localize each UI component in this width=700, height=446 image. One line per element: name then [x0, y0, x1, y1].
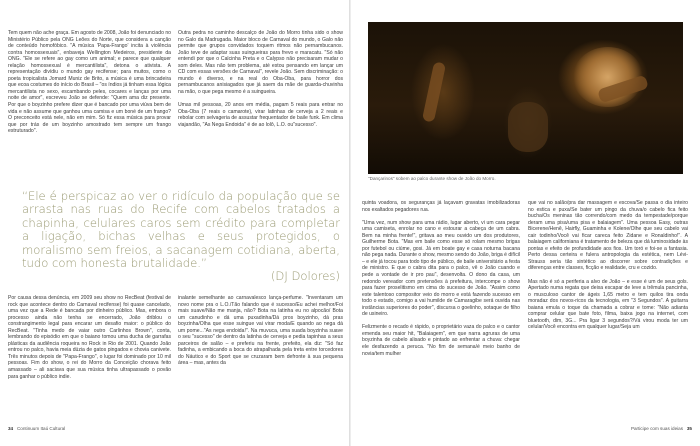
right-column-2: que vai no salão/pra dar massagem e escova/Se passa o dia inteiro no estica e puxa/Se bater um pingo da chuva/o cabelo fica feito bucha/Os meninas tão correndo/com medo da tempestade/porque deram uma pisa/uma pisa e balaiagem". Uma pessoa Easy, outras Bicerene/Henê, Hairfly, Guaminha e Kolene/Olhe que seu cabelo vai cair todinho/Você vai ficar careca feito Zidane e Ronaldinho!". A balaiagem californiana é tratamento de beleza que dá luminosidade às pontas e efeito de profundidade aos fios. Um toró e foi-se a fantasia. Perto dessa certeira e fulera antropologia da estética, nem Lévi-Strauss seria tão sintético ao discorrer sobre contradições e diferenças entre classes, ficção e realidade, cru e cozido. Mas não é só a periferia a alvo de João – e esse é um de seus gols. Apertado numa regata que deixa escapar de leve a trêmula pancinha, o musculoso cantor de ágeis 1,65 metro e tem quilos tira onda moradaz dos novos-ricos da tecnologia, em "3 Segundos". A guitarra baiana emula o toque da chamada a cobrar e tome: "Não adianta comprar celular que bate foto, filma, baixa jogo na internet, com bluetooth, dim, 3G... Pra ligar 3 segundos?/Vá virou moda ter um celular/Você encontra em qualquer lugar/Seja um: [528, 200, 688, 331]
spine-gutter: [349, 0, 351, 446]
left-footer: [8, 426, 65, 431]
photo-caption: "Dançarinos" sobem ao palco durante show de João do Morro.: [368, 176, 496, 181]
right-page-number: 35: [686, 426, 692, 431]
left-section-title: Continuum Itaú Cultural: [16, 426, 66, 431]
left-column-1-top: Tem quem não ache graça. Em agosto de 2008, João foi denunciado no Ministério Público pela ONG Leões do Norte, que considera a canção de conteúdo homofóbico. "A música 'Papa-Frango' incita à violência contra homossexuais", enbaveja Wellington Medeiros, presidente da ONG. "Ele se refere ao gay como um animal; e parece que qualquer relação homossexual é mercantilista", detona o ativista. A representação divídiu o mundo gay recifense; para muitos, como o poeta tropicalista Jomard Muniz de Brito, a música é uma brincadeira que ecoa costumes do início do Brasil – "os índios já tinham essa lógica mercantilista no sexo, escambando peles, cocares e lanças por uma noite de amor", escreveu João se defende: "Quem ama diz presente. Por que o boyzinho prefere dizer que é bancado por uma viúva bem de vida e não assume que ganhou uma camisa e um boné de um frango? O preconceito está nele, não em mim. Só fiz essa música para provar que por trás de um boyzinho amostrado tem sempre um frango estruturado".: [8, 30, 171, 135]
pull-quote-attribution: (DJ Dolores): [270, 269, 340, 284]
left-column-1-bottom: Por causa dessa denúncia, em 2009 seu show no RecBeat (festival de rock que acontece dentro do Carnaval recifense) foi quase cancelado, uma vez que a Rede é bancada por dinheiro público. Mas, embora o processo ainda não tenha se encerrado, João driblou o constrangimento legal para encarar um desafio maior: o público do RecBeat. "Tinha medo de vaiar outro Carlinhos Brown", conta, lembrando do episódio em que o baiano tomou uma ducha de garrafas plásticas da audiência roqueira no Rock in Rio de 2001. Quando João entrou no palco, havia meia dúzia de gatos pingados e chovia canivete. Três minutos depois de "Papa-Frango", o lugar foi dominado por 10 mil pessoas. Fim do show, o rei do Morro da Conceição chorava feito amassado – ali saciava que sua música tinha ultrapassado o povão para ganhar o público indie.: [8, 295, 171, 380]
left-page-number: 34: [8, 426, 14, 431]
pull-quote-text: “Ele é perspicaz ao ver o ridículo da população que se arrasta nas ruas do Recife com cabelos tratados a chapinha, celulares caros sem crédito para completar a ligação, bichas velhas e seus protegidos, o moralismo sem freios, a sacanagem cotidiana, aberta, tudo com honesta brutalidade.”: [22, 189, 340, 271]
right-column-1: quinta voadora, os seguranças já laçavam gravatas imobilizadoras nos exaltados pegadores rua. "Uma vez, num show para uma rádio, lugar aberto, vi um cara pegar uma camiseta, enrolar no cano e estourar a cabeça de um cabra. Bem na minha frente!", gritava ao meu ouvido um dos produtores, Guilherme Bota. "Mas em baile como esse só rolam mesmo brigas por futebol ou ciúme, gosi. Já em boate gay e casa noturna bacana não pega nada. Durante o show, mesmo sendo do João, briga é difícil – e ele já tocou para todo tipo de público, de baile universitário a festa de ministro. E que o cabra dita para o palco, vê o João cuando e pede a vontade de ir pro pau", desenvolta. O dono da casa, um redondo vereador com pretensões à prefeitura, intercompe o show para fazer proselitismo em cima do sucesso de João. "Assim como este talentoso compositor veio do morro e está fazendo sucesso em todo o estado, comigo a vai humilde de Camaragibe será ouvida nas instâncias superiores do poder", discursa o goelinho, sotaque de filho de usineiro. Felizmente o recado é rápido, o proprietário vaza do palco e o cantor emenda seu maior hit, "Balaiagem", em que narra agruras de uma boyzinha de cabelo alisado e pintado ao enfrentar a chuva: chegar ele desfazendo a peruca. "No fim de semana/é meio banho de novia/tem mulher: [362, 200, 520, 357]
dancer-figure-center: [508, 102, 548, 152]
concert-photo: [368, 22, 683, 174]
pull-quote: [22, 190, 340, 284]
left-column-2-top: Outra pedra no caminho descalço de João do Morro tinha sido o show no Galo da Madrugada. Maior bloco de Carnaval do mundo, o Galo não permite que grupos convidados toquem ritmos não pernambucanos. João teve de adaptar suas suingueiras para frevo e maracatu. "Só não entendi por que o Calcinha Preta e o Calypso não precisaram mudar o som deles. Mas não tem problema, até estou pensando em lançar um CD com essas versões de Carnaval", revele João. Sem discriminação: o mundo é diverso, e na real do Oba-Oba, para horror dos pernambucanos anisiagados que já saem da mãe de guarda-chuvinha na mão, o que pega mesmo é a suingueira. Umas mil pessoas, 20 anos em média, pagam 5 reais para entrar no Oba-Oba (7 reais o camarote), virar latinhas de cerveja a 2 reais e rebolar com selvageria de assustar frequentador de baile funk. Em clima viajandão, "As Nega Endoida" é de ao lolô, L.O. ou"sucesso".: [178, 30, 343, 128]
right-footer: [631, 426, 692, 431]
dancer-figure: [422, 61, 446, 122]
right-section-title: Participe com suas ideias: [630, 426, 684, 431]
left-column-2-bottom: inalante semelhante ao carnavalesco lança-perfume. "Inventaram um novo nome pra o L.O./Tão falando que é sucesso/Eu achei melhor/Foi mais suave/Não me manja, não? Bota na latinha eu no alpocão/ Bota um canudinho e dá uma puxadinha/Dá pros boyzinho, dá pras boyzinha/Olha que esse suingue vai virar moda/E quando ao nega dá um pome..."As nega endoida!". Na muvuca, uma suada boyzinha suave o seu "sucesso" de dentro da latinha de cerveja e pedia tapinhas a seus parceiros de salão – e preferiu na frente, prefeito, ela diz: "Só faz fadinha, a embicando a boca do atrapalhada pela treta entre torcedores do Náutico e do Sport que se cruzaram bem defronte à sua pequena área – mas, antes da: [178, 295, 343, 367]
